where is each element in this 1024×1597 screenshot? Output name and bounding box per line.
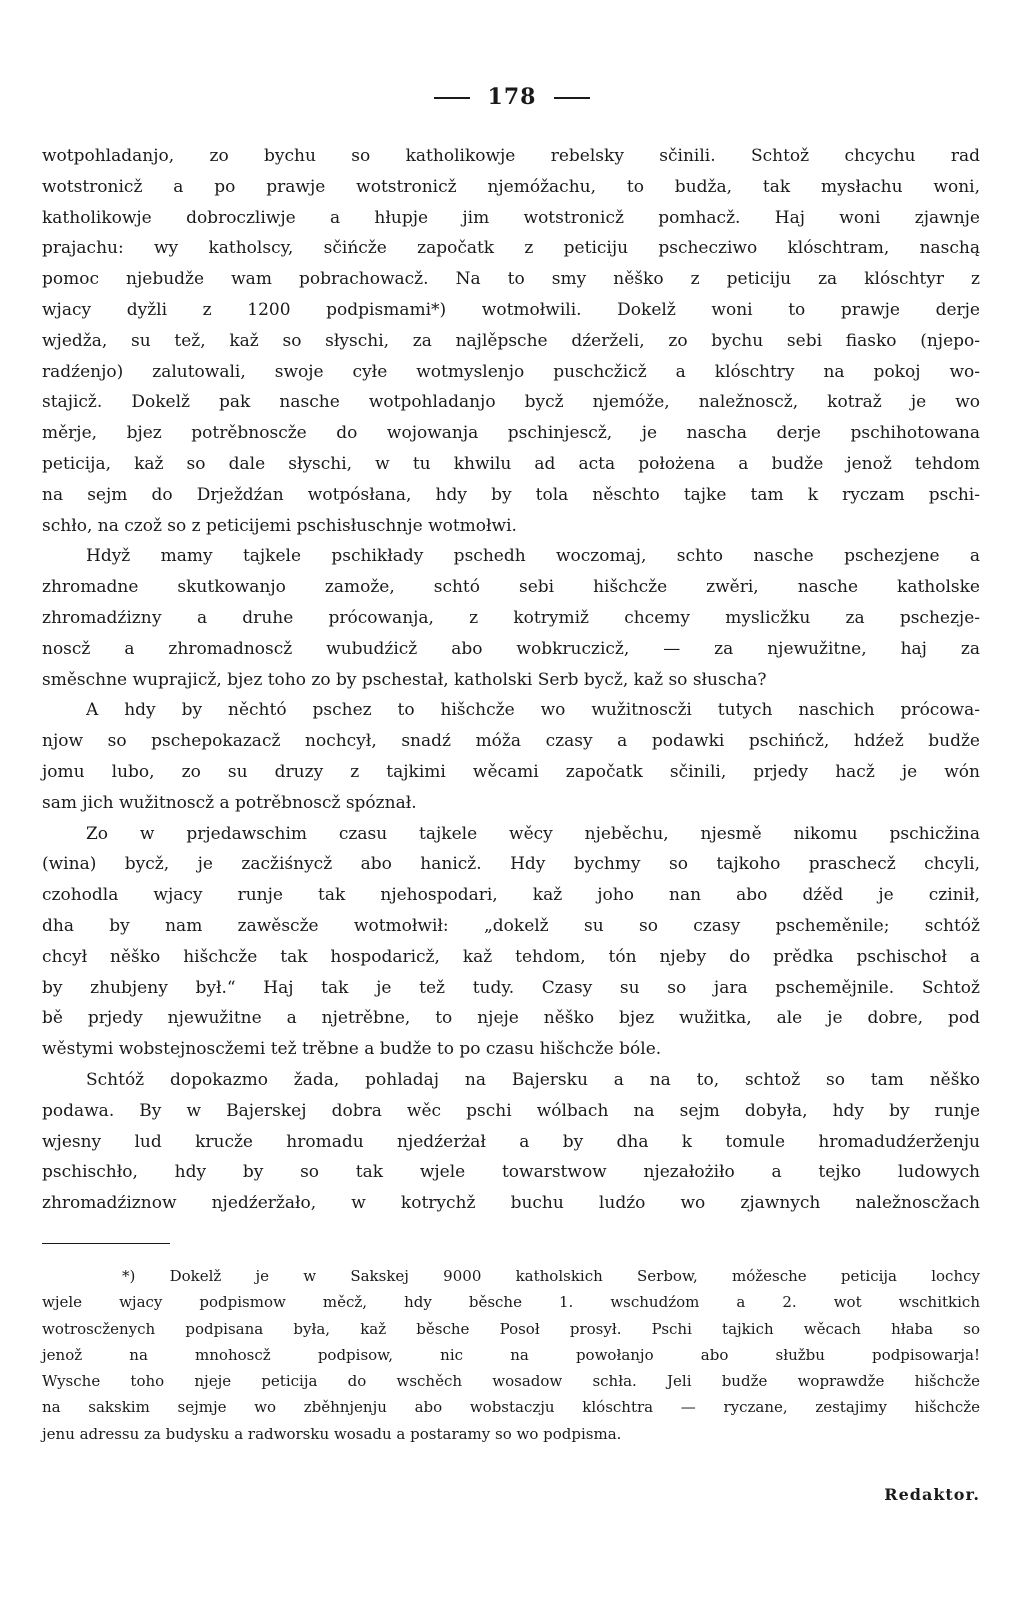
text-line: wjedža, su tež, kaž so słyschi, za najlěpsche dźerželi, zo bychu sebi fiasko (njepo- [42,330,980,351]
text-line: by zhubjeny był.“ Haj tak je tež tudy. Czasy su so jara pschemějnile. Schtož [42,977,980,998]
text-line: podawa. By w Bajerskej dobra wěc pschi wólbach na sejm dobyła, hdy by runje [42,1100,980,1121]
text-line: zhromadne skutkowanjo zamože, schtó sebi hišchcže zwěri, nasche katholske [42,577,980,598]
text-line: njow so pschepokazacž nochcył, snadź móža czasy a podawki pschińcž, hdźež budže [42,731,980,752]
text-line: wotstronicž a po prawje wotstronicž njemóžachu, to budža, tak mysłachu woni, [42,176,980,197]
text-line: wjacy dyžli z 1200 podpismami*) wotmołwili. Dokelž woni to prawje derje [42,299,980,320]
text-line: chcył něško hišchcže tak hospodaricž, kaž tehdom, tón njeby do prědka pschischoł a [42,946,980,967]
text-line: stajicž. Dokelž pak nasche wotpohladanjo bycž njemóže, naležnoscž, kotraž je wo [42,392,980,413]
text-line: katholikowje dobroczliwje a hłupje jim wotstronicž pomhacž. Haj woni zjawnje [42,207,980,228]
footnote-line: *) Dokelž je w Sakskej 9000 katholskich Serbow, móžesche peticija lochcy [122,1267,980,1285]
footnote [42,1263,980,1447]
page-header [0,84,1024,110]
text-line: Schtóž dopokazmo žada, pohladaj na Bajersku a na to, schtož so tam něško [86,1069,980,1090]
footnote-line: wotroscženych podpisana była, kaž běsche Posoł prosył. Pschi tajkich wěcach hłaba so [42,1319,980,1338]
text-line: wěstymi wobstejnoscžemi tež trěbne a budže to po czasu hišchcže bóle. [42,1039,662,1060]
page-number: 178 [487,84,537,110]
text-line: měrje, bjez potrěbnoscže do wojowanja pschinjescž, je nascha derje pschihotowana [42,423,980,444]
text-line: wjesny lud krucže hromadu njedźerżał a by dha k tomule hromadudźerženju [42,1131,980,1152]
footnote-separator [42,1243,170,1244]
text-line: radźenjo) zalutowali, swoje cyłe wotmyslenjo puschcžicž a klóschtry na pokoj wo- [42,361,980,382]
footnote-line: na sakskim sejmje wo zběhnjenju abo wobstaczju klóschtra — ryczane, zestajimy hišchcže [42,1398,980,1417]
text-line: sam jich wužitnoscž a potrěbnoscž spóznał. [42,792,417,813]
text-line: zhromadźiznу a druhe prócowanja, z kotrymiž chcemy myslicžku za pschezje- [42,607,980,628]
text-line: na sejm do Drježdźan wotpósłana, hdy by tola něschto tajke tam k ryczam pschi- [42,484,980,505]
text-line: pomoc njebudže wam pobrachowacž. Na to smy něško z peticiju za klóschtyr z [42,269,980,290]
text-line: A hdy by něchtó pschez to hišchcže wo wužitnoscži tutych naschich prócowa- [86,700,980,721]
signature: Redaktor. [884,1485,980,1504]
header-dash-left [434,97,470,99]
body-text [42,141,980,1219]
footnote-line: jenu adressu za budysku a radworsku wosadu a postaramy so wo podpisma. [42,1424,622,1443]
text-line: pschischło, hdy by so tak wjele towarstwow njezałożiło a tejko ludowych [42,1162,980,1183]
text-line: wotpohladanjo, zo bychu so katholikowje rebelsky sčinili. Schtož chcychu rad [42,146,980,166]
text-line: prajachu: wy katholscy, sčińcže započatk z peticiju pschecziwo klóschtram, naschą [42,238,980,259]
text-line: bě prjedy njewužitne a njetrěbne, to njeje něško bjez wužitka, ale je dobre, pod [42,1008,980,1029]
footnote-line: jenož na mnohoscž podpisow, nic na powołanjo abo słužbu podpisowarja! [42,1345,980,1364]
text-line: dha by nam zawěscže wotmołwił: „dokelž su so czasy pscheměnile; schtóž [42,915,980,936]
text-line: noscž a zhromadnoscž wubudźicž abo wobkruczicž, — za njewužitne, haj za [42,638,980,659]
header-dash-right [554,97,590,99]
text-line: jomu lubo, zo su druzy z tajkimi wěcami započatk sčinili, prjedy hacž je wón [42,761,980,782]
text-line: czohodla wjacy runje tak njehospodari, kaž joho nan abo dźěd je czinił, [42,885,980,906]
text-line: Hdyž mamy tajkele pschikłady pschedh woczomaj, schto nasche pschezjene a [86,546,980,567]
text-line: peticija, kaž so dale słyschi, w tu khwilu ad acta położena a budže jenož tehdom [42,453,980,474]
footnote-line: wjele wjacy podpismow měcž, hdy běsche 1. wschudźom a 2. wot wschitkich [42,1293,980,1312]
text-line: (wina) bycž, je zacžiśnycž abo hanicž. Hdy bychmy so tajkoho praschecž chcyli, [42,854,980,875]
footnote-line: Wysche toho njeje peticija do wschěch wosadow schła. Jeli budže woprawdže hišchcže [42,1372,980,1391]
text-line: schło, na czož so z peticijemi pschisłuschnje wotmołwi. [42,515,517,536]
text-line: zhromadźiznow njedźeržało, w kotrychž buchu ludźo wo zjawnych naležnoscžach [42,1193,980,1214]
text-line: směschne wupraјicž, bjez toho zo by pschestał, katholski Serb bycž, kaž so słuscha? [42,669,767,690]
text-line: Zo w prjedawschim czasu tajkele wěcy njeběchu, njesmě nikomu pschicžina [86,823,980,844]
